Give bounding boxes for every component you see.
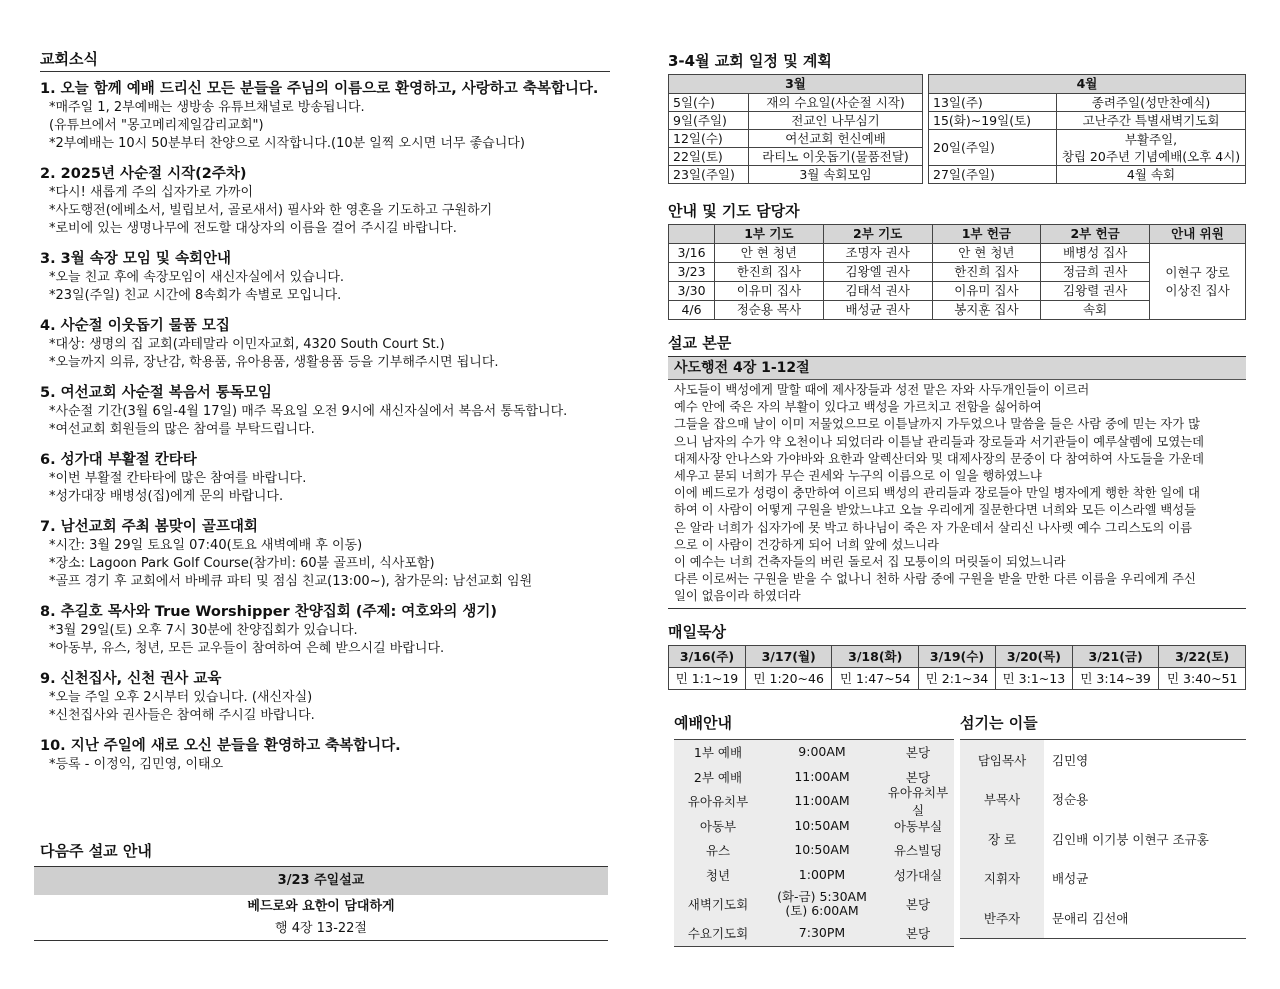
- duty-cell: 정금희 권사: [1041, 263, 1150, 282]
- table-row: [669, 94, 1246, 112]
- scripture-line: 세우고 묻되 너희가 무슨 권세와 누구의 이름으로 이 일을 행하였느냐: [674, 469, 1042, 484]
- schedule-cell: 23일(주일): [669, 166, 749, 184]
- worship-place: 유스빌딩: [893, 843, 943, 859]
- news-heading: 5. 여선교회 사순절 복음서 통독모임: [40, 385, 272, 401]
- worship-name: 유스: [705, 843, 731, 859]
- scripture-title: 설교 본문: [668, 334, 732, 352]
- table-row: [669, 244, 1246, 263]
- duty-cell: 4/6: [669, 301, 715, 320]
- worship-name: 1부 예배: [693, 745, 743, 761]
- daily-reading: 민 3:1~13: [995, 667, 1072, 689]
- worship-time: [762, 794, 882, 808]
- scripture-line: 으니 남자의 수가 약 오천이나 되었더라 이튿날 관리들과 장로들과 서기관들이 예루살렘에 모였는데: [674, 434, 1205, 449]
- news-line: *매주일 1, 2부예배는 생방송 유튜브채널로 방송됩니다.: [49, 100, 365, 115]
- server-names: 문애리 김선애: [1052, 910, 1129, 926]
- scripture-line: 일이 없음이라 하였더라: [674, 589, 801, 604]
- table-row: [669, 130, 1246, 148]
- daily-day: 3/20(목): [995, 645, 1072, 667]
- daily-reading: 민 1:47~54: [832, 667, 919, 689]
- worship-row: [674, 740, 954, 765]
- news-item: [40, 317, 610, 372]
- right-column: [668, 50, 1246, 690]
- server-row: [960, 780, 1246, 820]
- worship-name: 유아유치부: [687, 794, 749, 810]
- next-sermon-title: 다음주 설교 안내: [40, 842, 152, 860]
- news-line: *시간: 3월 29일 토요일 07:40(토요 새벽예배 후 이동): [49, 538, 363, 553]
- news-heading: 9. 신천집사, 신천 권사 교육: [40, 671, 222, 687]
- duty-cell: 정순용 목사: [715, 301, 824, 320]
- worship-name: 청년: [705, 867, 731, 883]
- news-line: *오늘 친교 후에 속장모임이 새신자실에서 있습니다.: [49, 270, 345, 285]
- duty-cell: 김태석 권사: [823, 282, 932, 301]
- daily-reading: 민 1:1~19: [669, 667, 746, 689]
- server-row: [960, 740, 1246, 780]
- news-item: [40, 250, 610, 305]
- table-row: [669, 166, 1246, 184]
- worship-time: [762, 843, 882, 857]
- march-header: 3월: [669, 75, 923, 94]
- worship-time: [762, 770, 882, 784]
- news-item: [40, 518, 610, 591]
- duty-header: 안내 위원: [1150, 225, 1246, 244]
- news-line: *오늘 주일 오후 2시부터 있습니다. (새신자실): [49, 690, 313, 705]
- server-role: 장 로: [960, 819, 1044, 859]
- scripture-line: 그들을 잡으매 날이 이미 저물었으므로 이튿날까지 가두었으나 말씀을 들은 사람 중에 믿는 자가 많: [674, 417, 1200, 432]
- scripture-line: 하여 이 사람이 어떻게 구원을 받았느냐고 오늘 우리에게 질문한다면 너희와 모든 이스라엘 백성들: [674, 503, 1197, 518]
- daily-day: 3/17(월): [745, 645, 832, 667]
- church-news-title: 교회소식: [40, 48, 610, 72]
- news-heading: 1. 오늘 함께 예배 드리신 모든 분들을 주님의 이름으로 환영하고, 사랑하고 축복합니다.: [40, 81, 599, 97]
- worship-place: 유아유치부실: [887, 785, 949, 819]
- schedule-cell: 13일(주): [929, 94, 1057, 112]
- worship-place: 아동부실: [893, 818, 943, 834]
- news-heading: 8. 추길호 목사와 True Worshipper 찬양집회 (주제: 여호와의 생기): [40, 604, 498, 620]
- worship-time: [762, 868, 882, 882]
- duty-cell: 3/23: [669, 263, 715, 282]
- worship-name: 새벽기도회: [687, 897, 749, 912]
- duty-cell: 이유미 집사: [715, 282, 824, 301]
- scripture-line: 이에 베드로가 성령이 충만하여 이르되 백성의 관리들과 장로들아 만일 병자에게 행한 착한 일에 대: [674, 486, 1200, 501]
- news-line: *다시! 새롭게 주의 십자가로 가까이: [49, 185, 254, 200]
- schedule-cell: 4월 속회: [1057, 166, 1246, 184]
- server-names: 김인배 이기붕 이현구 조규홍: [1052, 831, 1209, 847]
- worship-row: [674, 887, 954, 921]
- duty-header: 2부 기도: [823, 225, 932, 244]
- news-item: [40, 670, 610, 725]
- server-role: 지휘자: [960, 859, 1044, 899]
- worship-time: [762, 745, 882, 759]
- worship-time-line: 11:00AM: [794, 768, 850, 784]
- daily-reading: 민 3:14~39: [1072, 667, 1159, 689]
- news-heading: 6. 성가대 부활절 칸타타: [40, 452, 197, 468]
- easter-line: 부활주일,: [1124, 131, 1178, 147]
- schedule-cell: [1057, 130, 1246, 166]
- duty-cell: 봉지훈 집사: [932, 301, 1041, 320]
- schedule-cell: 5일(수): [669, 94, 749, 112]
- table-row: [669, 112, 1246, 130]
- news-line: *23일(주일) 친교 시간에 8속회가 속별로 모입니다.: [49, 288, 342, 303]
- news-heading: 2. 2025년 사순절 시작(2주차): [40, 166, 247, 182]
- news-line: *등록 - 이정익, 김민영, 이태오: [49, 757, 224, 772]
- news-item: [40, 737, 610, 774]
- daily-reading: 민 1:20~46: [745, 667, 832, 689]
- news-line: *2부예배는 10시 50분부터 찬양으로 시작합니다.(10분 일찍 오시면 너무 좋습니다): [49, 136, 525, 151]
- news-item: [40, 603, 610, 658]
- duty-header: 1부 기도: [715, 225, 824, 244]
- daily-day: 3/18(화): [832, 645, 919, 667]
- worship-name: 2부 예배: [693, 769, 743, 785]
- duty-cell: 안 현 청년: [932, 244, 1041, 263]
- worship-place: 본당: [905, 897, 931, 912]
- news-line: *사순절 기간(3월 6일-4월 17일) 매주 목요일 오전 9시에 새신자실에서 복음서 통독합니다.: [49, 404, 568, 419]
- daily-day: 3/16(주): [669, 645, 746, 667]
- daily-title: 매일묵상: [668, 622, 726, 641]
- news-line: *장소: Lagoon Park Golf Course(참가비: 60불 골프비, 식사포함): [49, 556, 435, 571]
- schedule-cell: 고난주간 특별새벽기도회: [1057, 112, 1246, 130]
- servers-section: [960, 712, 1246, 939]
- worship-table: [674, 739, 954, 947]
- scripture-line: 예수 안에 죽은 자의 부활이 있다고 백성을 가르치고 전함을 싫어하여: [674, 400, 1042, 415]
- scripture-line: 대제사장 안나스와 가야바와 요한과 알렉산더와 및 대제사장의 문중이 다 참여하여 사도들을 가운데: [674, 451, 1205, 466]
- news-line: *로비에 있는 생명나무에 전도할 대상자의 이름을 걸어 주시길 바랍니다.: [49, 221, 457, 236]
- april-header: 4월: [929, 75, 1246, 94]
- worship-place: 성가대실: [893, 867, 943, 883]
- worship-time: [762, 926, 882, 940]
- news-line: *여선교회 회원들의 많은 참여를 부탁드립니다.: [49, 422, 315, 437]
- daily-reading: 민 3:40~51: [1159, 667, 1246, 689]
- daily-day: 3/22(토): [1159, 645, 1246, 667]
- schedule-cell: 15(화)~19일(토): [929, 112, 1057, 130]
- duty-title: 안내 및 기도 담당자: [668, 202, 800, 220]
- daily-table: [668, 645, 1246, 690]
- news-line: *사도행전(에베소서, 빌립보서, 골로새서) 필사와 한 영혼을 기도하고 구원하기: [49, 203, 493, 218]
- server-row: [960, 859, 1246, 899]
- server-row: [960, 898, 1246, 938]
- duty-cell: 3/30: [669, 282, 715, 301]
- duty-header: [669, 225, 715, 244]
- news-line: *신천집사와 권사들은 참여해 주시길 바랍니다.: [49, 708, 315, 723]
- worship-row: [674, 921, 954, 946]
- server-role: 부목사: [960, 780, 1044, 820]
- duty-cell: 이유미 집사: [932, 282, 1041, 301]
- scripture-text: [668, 380, 1246, 609]
- duty-cell: 안 현 청년: [715, 244, 824, 263]
- news-line: *3월 29일(토) 오후 7시 30분에 찬양집회가 있습니다.: [49, 623, 358, 638]
- duty-header: 2부 헌금: [1041, 225, 1150, 244]
- worship-row: [674, 838, 954, 863]
- news-list: [40, 80, 610, 774]
- news-line: (유튜브에서 "몽고메리제일감리교회"): [49, 118, 264, 133]
- news-item: [40, 80, 610, 153]
- news-heading: 10. 지난 주일에 새로 오신 분들을 환영하고 축복합니다.: [40, 738, 401, 754]
- news-heading: 3. 3월 속장 모임 및 속회안내: [40, 251, 231, 267]
- schedule-cell: 라티노 이웃돕기(물품전달): [749, 148, 923, 166]
- duty-header: 1부 헌금: [932, 225, 1041, 244]
- anniversary-line: 창립 20주년 기념예배(오후 4시): [1061, 148, 1241, 164]
- worship-time-line: 10:50AM: [794, 842, 850, 858]
- server-role: 담임목사: [960, 740, 1044, 780]
- duty-table: [668, 224, 1246, 320]
- news-heading: 7. 남선교회 주최 봄맞이 골프대회: [40, 519, 258, 535]
- schedule-cell: 12일(수): [669, 130, 749, 148]
- duty-cell: 김왕렬 권사: [1041, 282, 1150, 301]
- server-names: 배성균: [1052, 871, 1089, 887]
- schedule-cell: 재의 수요일(사순절 시작): [749, 94, 923, 112]
- scripture-line: 은 알라 너희가 십자가에 못 박고 하나님이 죽은 자 가운데서 살리신 나사렛 예수 그리스도의 이름: [674, 520, 1192, 535]
- schedule-cell: 종려주일(성만찬예식): [1057, 94, 1246, 112]
- duty-cell: 3/16: [669, 244, 715, 263]
- worship-place: 본당: [905, 769, 931, 785]
- guide-name: 이현구 장로: [1165, 264, 1230, 280]
- worship-time-line: 11:00AM: [794, 793, 850, 809]
- duty-cell: 한진희 집사: [715, 263, 824, 282]
- duty-cell: 한진희 집사: [932, 263, 1041, 282]
- worship-row: [674, 814, 954, 839]
- schedule-cell: 전교인 나무심기: [749, 112, 923, 130]
- next-sermon-heading: 베드로와 요한이 담대하게: [247, 899, 395, 914]
- next-sermon-verse: 행 4장 13-22절: [275, 921, 367, 936]
- daily-day: 3/21(금): [1072, 645, 1159, 667]
- news-line: *아동부, 유스, 청년, 모든 교우들이 참여하여 은혜 받으시길 바랍니다.: [49, 641, 445, 656]
- schedule-cell: 9일(주일): [669, 112, 749, 130]
- news-line: *골프 경기 후 교회에서 바베큐 파티 및 점심 친교(13:00~), 참가문의: 남선교회 임원: [49, 574, 533, 589]
- worship-time: [762, 890, 882, 918]
- worship-time-line: (화-금) 5:30AM: [777, 889, 867, 904]
- guide-cell: [1150, 244, 1246, 320]
- worship-time: [762, 819, 882, 833]
- scripture-line: 사도들이 백성에게 말할 때에 제사장들과 성전 맡은 자와 사두개인들이 이르러: [674, 383, 1090, 397]
- daily-reading: 민 2:1~34: [919, 667, 996, 689]
- schedule-cell: 3월 속회모임: [749, 166, 923, 184]
- schedule-cell: 27일(주일): [929, 166, 1057, 184]
- worship-title: 예배안내: [674, 714, 732, 732]
- worship-place: 본당: [905, 926, 931, 942]
- servers-title: 섬기는 이들: [960, 714, 1038, 732]
- news-line: *오늘까지 의류, 장난감, 학용품, 유아용품, 생활용품 등을 기부해주시면 됩니다.: [49, 355, 499, 370]
- duty-cell: 조명자 권사: [823, 244, 932, 263]
- news-item: [40, 451, 610, 506]
- worship-time-line: 1:00PM: [798, 866, 846, 882]
- server-row: [960, 819, 1246, 859]
- scripture-reference: 사도행전 4장 1-12절: [668, 356, 1246, 380]
- worship-time-line: (토) 6:00AM: [785, 903, 859, 918]
- next-sermon-box: [34, 866, 608, 941]
- schedule-title: 3-4월 교회 일정 및 계획: [668, 52, 832, 70]
- scripture-line: 으로 이 사람이 건강하게 되어 너희 앞에 섰느니라: [674, 537, 939, 552]
- worship-name: 아동부: [699, 818, 737, 834]
- worship-place: 본당: [905, 745, 931, 761]
- server-role: 반주자: [960, 898, 1044, 938]
- server-names: 정순용: [1052, 792, 1089, 808]
- duty-cell: 속회: [1041, 301, 1150, 320]
- news-heading: 4. 사순절 이웃돕기 물품 모집: [40, 318, 230, 334]
- worship-time-line: 7:30PM: [798, 925, 846, 941]
- duty-cell: 김왕엘 권사: [823, 263, 932, 282]
- news-item: [40, 384, 610, 439]
- duty-cell: 배병성 집사: [1041, 244, 1150, 263]
- daily-day: 3/19(수): [919, 645, 996, 667]
- schedule-cell: 22일(토): [669, 148, 749, 166]
- schedule-cell: 20일(주일): [929, 130, 1057, 166]
- worship-name: 수요기도회: [687, 926, 749, 942]
- next-sermon-date: 3/23 주일설교: [34, 866, 608, 895]
- church-news-section: [40, 48, 610, 786]
- worship-time-line: 10:50AM: [794, 817, 850, 833]
- scripture-line: 다른 이로써는 구원을 받을 수 없나니 천하 사람 중에 구원을 받을 만한 다른 이름을 우리에게 주신: [674, 572, 1196, 587]
- news-item: [40, 165, 610, 238]
- worship-row: [674, 863, 954, 888]
- worship-section: [674, 712, 954, 947]
- servers-table: [960, 739, 1246, 939]
- news-line: *대상: 생명의 집 교회(과테말라 이민자교회, 4320 South Court St.): [49, 337, 445, 352]
- scripture-line: 이 예수는 너희 건축자들의 버린 돌로서 집 모퉁이의 머릿돌이 되었느니라: [674, 555, 1066, 570]
- worship-row: [674, 785, 954, 819]
- schedule-cell: 여선교회 헌신예배: [749, 130, 923, 148]
- worship-time-line: 9:00AM: [798, 744, 846, 760]
- server-names: 김민영: [1052, 752, 1089, 768]
- schedule-table: [668, 74, 1246, 184]
- guide-name: 이상진 집사: [1165, 282, 1230, 298]
- duty-cell: 배성균 권사: [823, 301, 932, 320]
- news-line: *이번 부활절 칸타타에 많은 참여를 바랍니다.: [49, 471, 307, 486]
- news-line: *성가대장 배병성(집)에게 문의 바랍니다.: [49, 489, 284, 504]
